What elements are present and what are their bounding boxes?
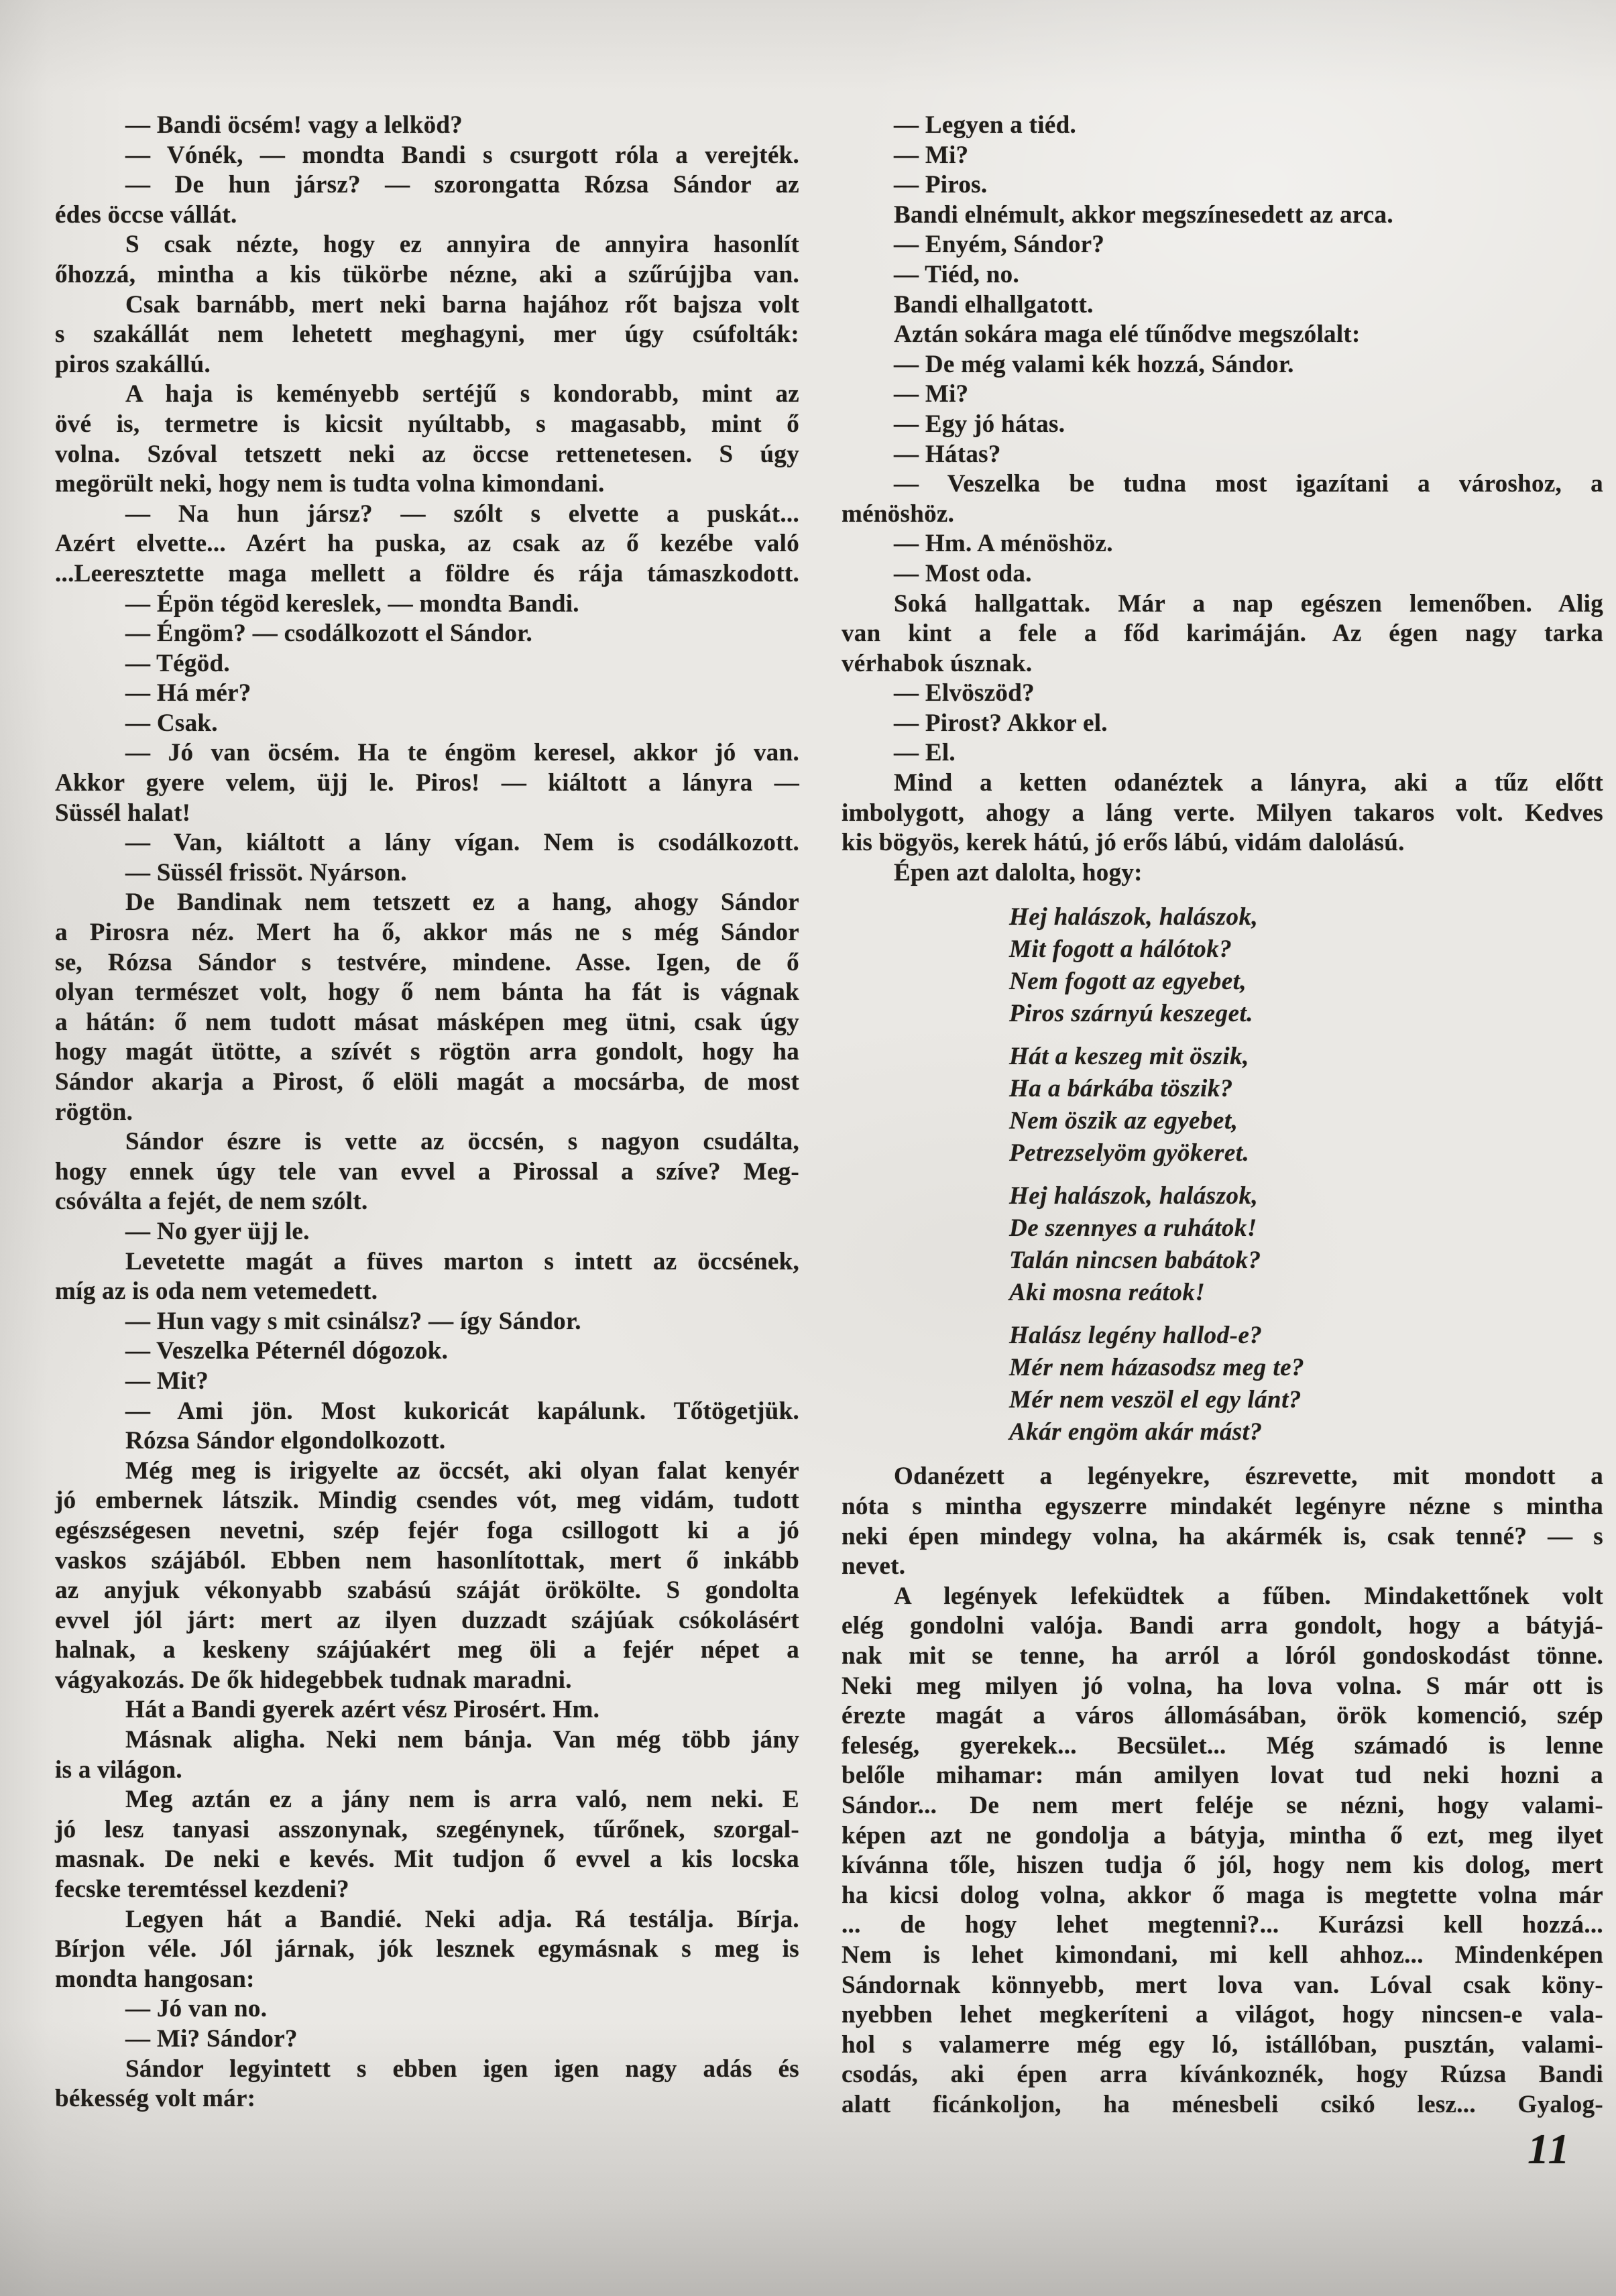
text-line: — Ami jön. Most kukoricát kapálunk. Tőtögetjük. xyxy=(125,1397,799,1425)
text-line: — Van, kiáltott a lány vígan. Nem is csodálkozott. xyxy=(125,829,799,857)
text-line: vágyakozás. De ők hidegebbek tudnak maradni. xyxy=(55,1666,572,1694)
text-line: az anyjuk vékonyabb szabású száját örökölte. S gondolta xyxy=(55,1576,799,1605)
text-line: S csak nézte, hogy ez annyira de annyira hasonlít xyxy=(125,231,799,259)
text-line: míg az is oda nem vetemedett. xyxy=(55,1277,378,1306)
text-line: — Há mér? xyxy=(125,679,251,707)
text-line: ha kicsi dolog volna, akkor ő maga is megtette volna már xyxy=(842,1881,1603,1909)
text-line: — Csak. xyxy=(125,709,218,737)
verse-line: Hej halászok, halászok, xyxy=(1009,903,1259,931)
text-line: — El. xyxy=(894,739,956,767)
text-line: Süssél halat! xyxy=(55,799,191,827)
text-line: jó embernek látszik. Mindig csendes vót, meg vidám, tudott xyxy=(55,1487,799,1515)
text-line: elég gondolni valója. Bandi arra gondolt, hogy a bátyjá- xyxy=(842,1612,1603,1640)
text-line: fecske teremtéssel kezdeni? xyxy=(55,1876,349,1904)
text-line: — Egy jó hátas. xyxy=(894,410,1065,438)
text-line: ...Leeresztette maga mellett a földre és rája támaszkodott. xyxy=(55,559,799,587)
text-line: Legyen hát a Bandié. Neki adja. Rá testálja. Bírja. xyxy=(125,1905,799,1933)
text-line: csóválta a fejét, de nem szólt. xyxy=(55,1188,368,1216)
text-line: volna. Szóval tetszett neki az öccse rettenetesen. S úgy xyxy=(55,440,799,468)
text-line: — Tiéd, no. xyxy=(894,260,1019,288)
text-line: Csak barnább, mert neki barna hajához rőt bajsza volt xyxy=(125,290,799,319)
text-line: Neki meg milyen jó volna, ha lova volna. S már ott is xyxy=(842,1672,1603,1700)
text-line: hogy ennek úgy tele van evvel a Pirossal a szíve? Meg- xyxy=(55,1157,799,1186)
text-line: mondta hangosan: xyxy=(55,1965,255,1993)
text-line: neki épen mindegy volna, ha akármék is, csak tenné? — s xyxy=(842,1522,1603,1550)
text-line: Sándor legyintett s ebben igen igen nagy adás és xyxy=(125,2055,799,2083)
right-column xyxy=(842,111,1603,2120)
text-line: egészségesen nevetni, szép fejér foga csillogott ki a jó xyxy=(55,1516,799,1544)
verse-line: Petrezselyöm gyökeret. xyxy=(1009,1139,1250,1167)
verse-line: Piros szárnyú keszeget. xyxy=(1009,1000,1254,1028)
verse-stanza xyxy=(1009,1180,1603,1309)
text-line: masnak. De neki e kevés. Mit tudjon ő evvel a kis locska xyxy=(55,1845,799,1874)
text-line: A legények lefeküdtek a fűben. Mindakettőnek volt xyxy=(894,1582,1603,1610)
text-line: s szakállát nem lehetett meghagyni, mer úgy csúfolták: xyxy=(55,321,799,349)
verse-stanza xyxy=(1009,901,1603,1030)
text-line: halnak, a keskeny szájúakért meg öli a fejér népet a xyxy=(55,1636,799,1664)
text-line: hogy magát ütötte, a szívét s rögtön arra gondolt, hogy ha xyxy=(55,1038,799,1066)
text-line: De Bandinak nem tetszett ez a hang, ahogy Sándor xyxy=(125,888,799,917)
text-line: nevet. xyxy=(842,1552,906,1581)
text-line: olyan természet volt, hogy ő nem bánta ha fát is vágnak xyxy=(55,978,799,1007)
text-line: ... de hogy lehet megtenni?... Kurázsi kell hozzá... xyxy=(842,1911,1603,1939)
text-line: a Pirosra néz. Mert ha ő, akkor más ne s még Sándor xyxy=(55,919,799,947)
text-line: — Épön tégöd kereslek, — mondta Bandi. xyxy=(125,589,579,618)
verse-line: Aki mosna reátok! xyxy=(1009,1279,1206,1307)
left-column xyxy=(55,111,799,2114)
text-line: Sándornak könnyebb, mert lova van. Lóval csak köny- xyxy=(842,1971,1603,1999)
text-line: nak mit se tenne, ha arról a lóról gondoskodást tönne. xyxy=(842,1642,1603,1670)
verse-line: Nem öszik az egyebet, xyxy=(1009,1107,1238,1135)
text-line: — Hun vagy s mit csinálsz? — így Sándor. xyxy=(125,1307,581,1335)
text-line: — De hun jársz? — szorongatta Rózsa Sándor az xyxy=(125,171,799,199)
text-line: is a világon. xyxy=(55,1756,182,1784)
text-line: vaskos szájából. Ebben nem hasonlítottak, mert ő inkább xyxy=(55,1546,799,1574)
verse-line: De szennyes a ruhátok! xyxy=(1009,1214,1257,1243)
text-line: feleség, gyerekek... Becsület... Még számadó is lenne xyxy=(842,1731,1603,1760)
text-line: vérhabok úsznak. xyxy=(842,649,1033,677)
text-line: evvel jól járt: mert az ilyen duzzadt szájúak csókolásért xyxy=(55,1606,799,1634)
text-line: Épen azt dalolta, hogy: xyxy=(894,858,1143,886)
text-line: Sándor akarja a Pirost, ő elöli magát a mocsárba, de most xyxy=(55,1068,799,1096)
text-line: — Mi? Sándor? xyxy=(125,2025,298,2053)
text-line: kívánna tőle, hiszen tudja ő jól, hogy nem kis dolog, mert xyxy=(842,1851,1603,1880)
text-line: Még meg is irigyelte az öccsét, aki olyan falat kenyér xyxy=(125,1456,799,1485)
text-line: alatt ficánkoljon, ha ménesbeli csikó lesz... Gyalog- xyxy=(842,2090,1603,2118)
text-line: Sándor... De nem mert feléje se nézni, hogy valami- xyxy=(842,1791,1603,1819)
text-line: — De még valami kék hozzá, Sándor. xyxy=(894,350,1294,378)
verse-stanza xyxy=(1009,1041,1603,1169)
text-line: Bírjon véle. Jól járnak, jók lesznek egymásnak s meg is xyxy=(55,1935,799,1963)
text-line: — Veszelka be tudna most igazítani a városhoz, a xyxy=(894,470,1603,498)
text-line: — Veszelka Péternél dógozok. xyxy=(125,1337,449,1365)
text-line: Sándor észre is vette az öccsén, s nagyon csudálta, xyxy=(125,1128,799,1156)
text-line: — Hm. A ménöshöz. xyxy=(894,530,1113,558)
text-line: őhozzá, mintha a kis tükörbe nézne, aki a szűrújjba van. xyxy=(55,260,799,288)
text-line: — Mi? xyxy=(894,380,969,408)
folk-song-verse xyxy=(1009,901,1603,1448)
text-line: Soká hallgattak. Már a nap egészen lemenőben. Alig xyxy=(894,589,1603,618)
text-line: — Mit? xyxy=(125,1367,209,1395)
text-line: Nem is lehet kimondani, mi kell ahhoz... Mindenképen xyxy=(842,1941,1603,1969)
text-line: Levetette magát a füves marton s intett az öccsének, xyxy=(125,1247,799,1275)
text-line: Aztán sokára maga elé tűnődve megszólalt: xyxy=(894,321,1361,349)
text-line: — Na hun jársz? — szólt s elvette a puskát... xyxy=(125,500,799,528)
text-line: megörült neki, hogy nem is tudta volna kimondani. xyxy=(55,470,605,498)
text-line: békesség volt már: xyxy=(55,2085,256,2113)
verse-line: Nem fogott az egyebet, xyxy=(1009,968,1247,996)
text-line: övé is, termetre is kicsit nyúltabb, s magasabb, mint ő xyxy=(55,410,799,438)
text-line: ménöshöz. xyxy=(842,500,955,528)
text-line: Akkor gyere velem, üjj le. Piros! — kiáltott a lányra — xyxy=(55,769,799,797)
text-line: — Pirost? Akkor el. xyxy=(894,709,1108,737)
text-line: édes öccse vállát. xyxy=(55,200,237,229)
verse-line: Mér nem házasodsz meg te? xyxy=(1009,1354,1305,1382)
text-line: Bandi elnémult, akkor megszínesedett az arca. xyxy=(894,200,1393,229)
text-line: — Jó van no. xyxy=(125,1995,268,2023)
verse-line: Mér nem veszöl el egy lánt? xyxy=(1009,1386,1302,1414)
text-line: rögtön. xyxy=(55,1098,133,1126)
text-line: Bandi elhallgatott. xyxy=(894,290,1094,319)
text-line: jó lesz tanyasi asszonynak, szegénynek, tűrőnek, szorgal- xyxy=(55,1815,799,1843)
text-line: — Legyen a tiéd. xyxy=(894,111,1077,139)
verse-line: Ha a bárkába töszik? xyxy=(1009,1075,1233,1103)
text-line: képen azt ne gondolja a bátyja, mintha ő ezt, meg ilyet xyxy=(842,1821,1603,1849)
text-line: nyebben lehet megkeríteni a világot, hogy nincsen-e vala- xyxy=(842,2001,1603,2029)
verse-stanza xyxy=(1009,1320,1603,1448)
text-line: Odanézett a legényekre, észrevette, mit mondott a xyxy=(894,1462,1603,1491)
text-line: belőle mihamar: mán amilyen lovat tud neki hozni a xyxy=(842,1762,1603,1790)
text-line: — Enyém, Sándor? xyxy=(894,231,1105,259)
text-line: — Piros. xyxy=(894,171,988,199)
text-line: piros szakállú. xyxy=(55,350,211,378)
text-line: van kint a fele a főd karimáján. Az égen nagy tarka xyxy=(842,620,1603,648)
verse-line: Hej halászok, halászok, xyxy=(1009,1182,1259,1210)
text-line: Azért elvette... Azért ha puska, az csak az ő kezébe való xyxy=(55,530,799,558)
text-line: — Bandi öcsém! vagy a lelköd? xyxy=(125,111,463,139)
text-line: — Éngöm? — csodálkozott el Sándor. xyxy=(125,620,533,648)
text-line: érezte magát a város állomásában, örök komenció, szép xyxy=(842,1702,1603,1730)
text-line: a hátán: ő nem tudott másat másképen meg ütni, csak úgy xyxy=(55,1008,799,1036)
text-line: Hát a Bandi gyerek azért vész Pirosért. Hm. xyxy=(125,1696,600,1724)
text-line: imbolygott, ahogy a láng verte. Milyen takaros volt. Kedves xyxy=(842,799,1603,827)
text-line: — Elvöszöd? xyxy=(894,679,1035,707)
verse-line: Talán nincsen babátok? xyxy=(1009,1247,1261,1275)
text-line: nóta s mintha egyszerre mindakét legényre nézne s mintha xyxy=(842,1493,1603,1521)
text-line: Másnak aligha. Neki nem bánja. Van még több jány xyxy=(125,1726,799,1754)
text-line: — Vónék, — mondta Bandi s csurgott róla a verejték. xyxy=(125,141,799,169)
text-line: A haja is keményebb sertéjű s kondorabb, mint az xyxy=(125,380,799,408)
page-number: 11 xyxy=(1527,2125,1571,2173)
text-line: Mind a ketten odanéztek a lányra, aki a tűz előtt xyxy=(894,769,1603,797)
text-line: — Most oda. xyxy=(894,559,1032,587)
text-line: — Tégöd. xyxy=(125,649,230,677)
text-line: — Süssél frissöt. Nyárson. xyxy=(125,858,407,886)
text-line: kis bögyös, kerek hátú, jó erős lábú, vidám dalolású. xyxy=(842,829,1405,857)
text-line: — Mi? xyxy=(894,141,969,169)
text-line: — No gyer üjj le. xyxy=(125,1217,310,1245)
text-line: Rózsa Sándor elgondolkozott. xyxy=(125,1427,446,1455)
verse-line: Halász legény hallod-e? xyxy=(1009,1322,1263,1350)
verse-line: Mit fogott a hálótok? xyxy=(1009,935,1232,964)
text-line: hol s valamerre még egy ló, istállóban, pusztán, valami- xyxy=(842,2030,1603,2059)
text-line: Meg aztán ez a jány nem is arra való, nem neki. E xyxy=(125,1786,799,1814)
text-line: — Hátas? xyxy=(894,440,1001,468)
verse-line: Akár engöm akár mást? xyxy=(1009,1418,1263,1446)
text-line: se, Rózsa Sándor s testvére, mindene. Asse. Igen, de ő xyxy=(55,948,799,976)
text-line: csodás, aki épen arra kívánkoznék, hogy Rúzsa Bandi xyxy=(842,2061,1603,2089)
verse-line: Hát a keszeg mit öszik, xyxy=(1009,1043,1249,1071)
text-line: — Jó van öcsém. Ha te éngöm keresel, akkor jó van. xyxy=(125,739,799,767)
